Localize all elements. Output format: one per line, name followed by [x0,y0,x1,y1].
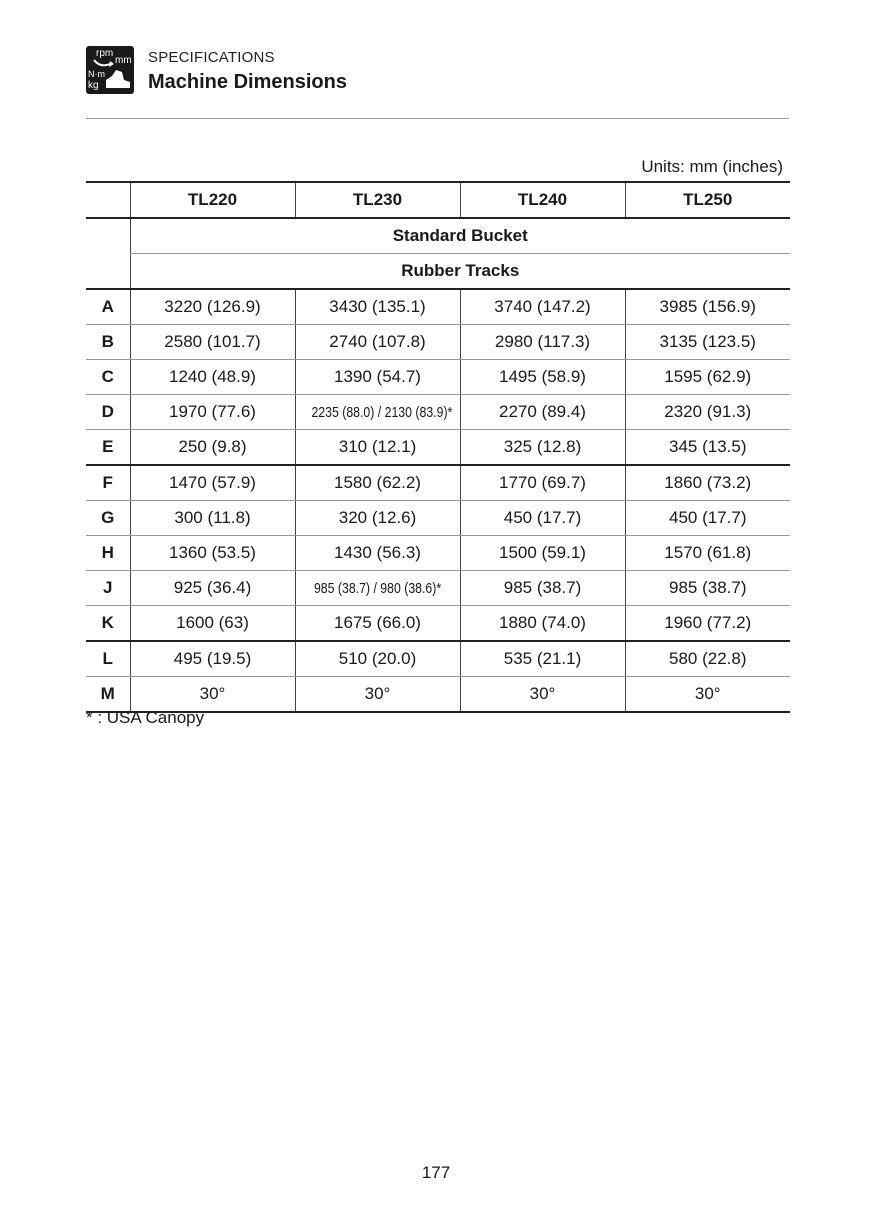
row-label: C [86,360,130,395]
table-cell: 450 (17.7) [625,501,790,536]
table-cell: 1960 (77.2) [625,606,790,642]
svg-text:rpm: rpm [96,48,114,59]
row-label: B [86,325,130,360]
table-header-row [86,182,790,218]
table-cell: 535 (21.1) [460,641,625,677]
table-cell-text: 985 (38.7) / 980 (38.6)* [313,580,442,597]
table-cell: 325 (12.8) [460,430,625,466]
group-blank-cell [86,254,130,290]
table-cell: 1570 (61.8) [625,536,790,571]
table-cell: 2980 (117.3) [460,325,625,360]
table-cell: 1600 (63) [130,606,295,642]
dimensions-table [86,181,790,713]
table-cell: 3740 (147.2) [460,289,625,325]
row-label: D [86,395,130,430]
table-cell: 2320 (91.3) [625,395,790,430]
table-cell: 495 (19.5) [130,641,295,677]
table-cell: 580 (22.8) [625,641,790,677]
svg-text:N·m: N·m [88,69,105,79]
specifications-icon [86,46,134,94]
table-row [86,536,790,571]
table-cell: 30° [295,677,460,713]
group-blank-cell [86,218,130,254]
table-cell: 1770 (69.7) [460,465,625,501]
table-cell: 3220 (126.9) [130,289,295,325]
row-label: A [86,289,130,325]
svg-text:kg: kg [88,80,99,91]
table-cell: 30° [460,677,625,713]
table-row [86,641,790,677]
table-cell: 510 (20.0) [295,641,460,677]
table-cell: 3135 (123.5) [625,325,790,360]
page-number: 177 [421,1163,451,1182]
table-cell: 1430 (56.3) [295,536,460,571]
table-cell [295,571,460,606]
row-label: K [86,606,130,642]
table-row [86,289,790,325]
row-label: J [86,571,130,606]
table-cell: 1500 (59.1) [460,536,625,571]
table-cell: 320 (12.6) [295,501,460,536]
group-row-bucket [86,218,790,254]
table-row [86,360,790,395]
table-cell: 1470 (57.9) [130,465,295,501]
table-cell: 1595 (62.9) [625,360,790,395]
table-cell: 1495 (58.9) [460,360,625,395]
table-cell: 925 (36.4) [130,571,295,606]
table-cell [295,395,460,430]
row-label: E [86,430,130,466]
header-divider [86,118,789,119]
table-row [86,677,790,713]
header-corner-cell [86,182,130,218]
table-cell: 310 (12.1) [295,430,460,466]
column-header: TL250 [625,182,790,218]
table-cell: 1580 (62.2) [295,465,460,501]
table-cell: 2580 (101.7) [130,325,295,360]
table-row [86,325,790,360]
table-cell: 300 (11.8) [130,501,295,536]
table-cell: 985 (38.7) [460,571,625,606]
column-header: TL240 [460,182,625,218]
table-cell: 1970 (77.6) [130,395,295,430]
table-row [86,571,790,606]
table-row [86,501,790,536]
section-label: SPECIFICATIONS [148,49,275,66]
footnote: * : USA Canopy [86,708,205,727]
table-cell-text: 2235 (88.0) / 2130 (83.9)* [310,404,452,421]
group-row-tracks [86,254,790,290]
table-cell: 345 (13.5) [625,430,790,466]
row-label: L [86,641,130,677]
table-cell: 1675 (66.0) [295,606,460,642]
table-row [86,395,790,430]
group-header-tracks: Rubber Tracks [130,254,790,290]
table-cell: 2740 (107.8) [295,325,460,360]
row-label: G [86,501,130,536]
row-label: F [86,465,130,501]
page-title: Machine Dimensions [148,71,347,93]
svg-text:mm: mm [115,55,132,66]
table-cell: 985 (38.7) [625,571,790,606]
row-label: H [86,536,130,571]
table-cell: 450 (17.7) [460,501,625,536]
table-cell: 30° [625,677,790,713]
table-row [86,606,790,642]
table-cell: 1390 (54.7) [295,360,460,395]
table-row [86,465,790,501]
row-label: M [86,677,130,713]
table-cell: 1880 (74.0) [460,606,625,642]
table-cell: 2270 (89.4) [460,395,625,430]
units-note: Units: mm (inches) [641,157,783,176]
table-cell: 1360 (53.5) [130,536,295,571]
table-cell: 250 (9.8) [130,430,295,466]
table-cell: 1240 (48.9) [130,360,295,395]
column-header: TL230 [295,182,460,218]
table-cell: 1860 (73.2) [625,465,790,501]
group-header-bucket: Standard Bucket [130,218,790,254]
table-row [86,430,790,466]
table-cell: 30° [130,677,295,713]
table-cell: 3430 (135.1) [295,289,460,325]
table-cell: 3985 (156.9) [625,289,790,325]
column-header: TL220 [130,182,295,218]
